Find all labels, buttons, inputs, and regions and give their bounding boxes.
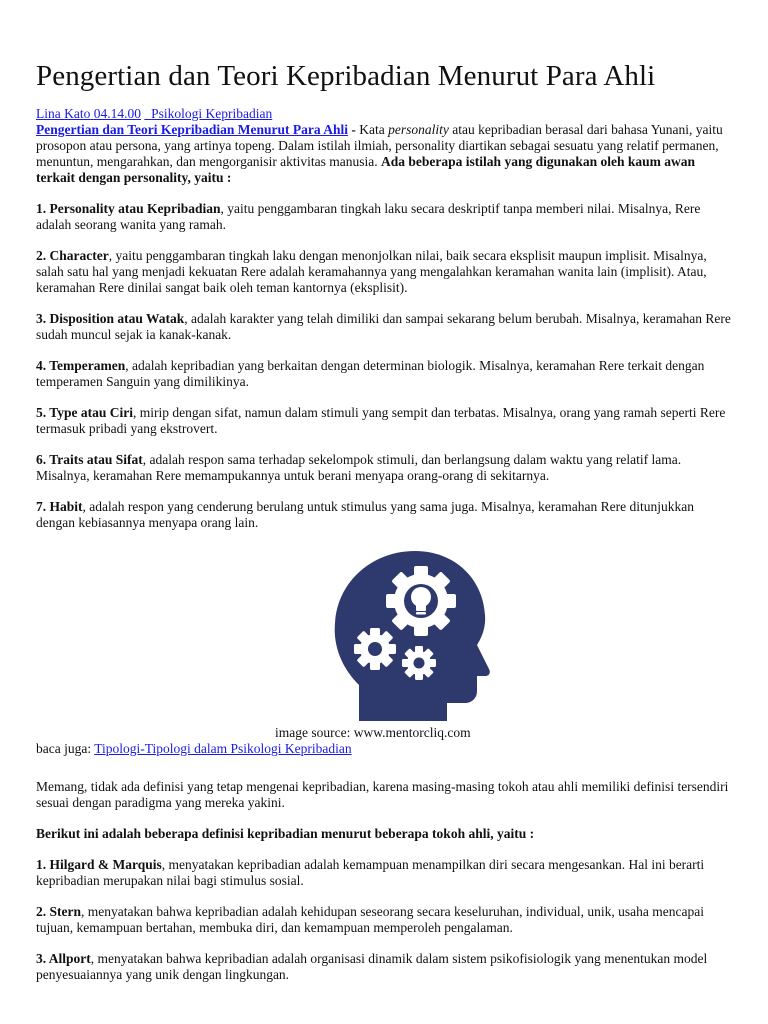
intro-text-a: Kata [359,122,389,137]
page-title: Pengertian dan Teori Kepribadian Menurut Para Ahli [36,60,656,92]
intro-bold-tail: Ada beberapa istilah yang digunakan oleh kaum awan terkait dengan personality, yaitu : [36,154,696,185]
term-item-text: , adalah respon sama terhadap sekelompok stimuli, dan berlangsung dalam waktu yang relatif lama. Misalnya, keramahan Rere memampukannya untuk berani menyapa orang-orang di sekitarnya. [36,452,682,483]
expert-item-text: , menyatakan kepribadian adalah kemampuan menampilkan diri secara mengesankan. Hal ini berarti kepribadian merupakan nilai bagi stimulus sosial. [36,857,705,888]
term-item-label: 2. Character [36,248,109,263]
expert-item [36,857,732,889]
category-label: Psikologi Kepribadian [151,106,273,121]
expert-item-text: , menyatakan bahwa kepribadian adalah organisasi dinamik dalam sistem psikofisiologik yang menentukan model penyesuaiannya yang unik dengan lingkungan. [36,951,708,982]
baca-juga-label: baca juga: [36,741,95,756]
article-title-link-label: Pengertian dan Teori Kepribadian Menurut Para Ahli [36,122,349,137]
term-item [36,358,732,390]
term-item-text: , adalah respon yang cenderung berulang untuk stimulus yang sama juga. Misalnya, keramahan Rere ditunjukkan dengan kebiasannya menyapa orang lain. [36,499,694,530]
author-link[interactable] [36,106,141,121]
definition-paragraph: Memang, tidak ada definisi yang tetap mengenai kepribadian, karena masing-masing tokoh atau ahli memiliki definisi tersendiri sesuai dengan paradigma yang mereka yakini. [36,779,729,810]
head-with-gears-and-lightbulb-icon [319,545,499,725]
article-title-link[interactable] [36,122,348,137]
expert-item-label: 2. Stern [36,904,81,919]
article-figure [36,545,732,725]
experts-list [36,857,732,983]
term-item-label: 6. Traits atau Sifat [36,452,143,467]
term-item [36,248,732,296]
term-item-label: 4. Temperamen [36,358,126,373]
category-link[interactable] [144,106,272,121]
term-item-label: 1. Personality atau Kepribadian [36,201,221,216]
expert-item [36,951,732,983]
term-item-text: , mirip dengan sifat, namun dalam stimuli yang sempit dan terbatas. Misalnya, orang yang ramah seperti Rere termasuk pribadi yang ekstrovert. [36,405,726,436]
term-item-label: 5. Type atau Ciri [36,405,134,420]
experts-heading [36,826,732,842]
term-item-label: 3. Disposition atau Watak [36,311,185,326]
expert-item-label: 3. Allport [36,951,91,966]
term-item [36,405,732,437]
intro-term: personality [388,122,449,137]
figure-caption: image source: www.mentorcliq.com [275,725,471,740]
term-item [36,311,732,343]
author-name: Lina Kato [36,106,91,121]
post-meta [36,106,732,122]
term-item [36,452,732,484]
experts-heading-text: Berikut ini adalah beberapa definisi kepribadian menurut beberapa tokoh ahli, yaitu : [36,826,535,841]
baca-juga-line [36,741,732,757]
intro-dash: - [348,122,360,137]
term-item-text: , adalah karakter yang telah dimiliki dan sampai sekarang belum berubah. Misalnya, keramahan Rere sudah muncul sejak ia kanak-kanak. [36,311,731,342]
expert-item [36,904,732,936]
term-item-text: , yaitu penggambaran tingkah laku dengan menonjolkan nilai, baik secara eksplisit maupun implisit. Misalnya, salah satu hal yang menjadi kekuatan Rere adalah keramahannya yang mengalahkan keramahan wanita lain (implisit). Atau, keramahan Rere dinilai sangat baik oleh teman kantornya (eksplisit). [36,248,707,295]
intro-paragraph [36,122,732,186]
term-item-text: , adalah kepribadian yang berkaitan dengan determinan biologik. Misalnya, keramahan Rere terkait dengan temperamen Sanguin yang dimilikinya. [36,358,705,389]
expert-item-label: 1. Hilgard & Marquis [36,857,162,872]
expert-item-text: , menyatakan bahwa kepribadian adalah kehidupan seseorang secara keseluruhan, individual, unik, usaha mencapai tujuan, kemampuan bertahan, membuka diri, dan kemampuan memperoleh pengalaman. [36,904,705,935]
post-time: 04.14.00 [93,106,141,121]
term-item [36,201,732,233]
intro-text-b: atau kepribadian berasal dari bahasa Yunani, yaitu prosopon atau persona, yang artinya topeng. Dalam istilah ilmiah, personality diartikan sebagai sesuatu yang relatif permanen, menuntun, mengarahkan, dan mengorganisir aktivitas manusia. [36,122,723,169]
terms-list [36,201,732,531]
baca-juga-link[interactable]: Tipologi-Tipologi dalam Psikologi Kepribadian [94,741,352,756]
term-item-label: 7. Habit [36,499,83,514]
term-item [36,499,732,531]
term-item-text: , yaitu penggambaran tingkah laku secara deskriptif tanpa memberi nilai. Misalnya, Rere adalah seorang wanita yang ramah. [36,201,701,232]
